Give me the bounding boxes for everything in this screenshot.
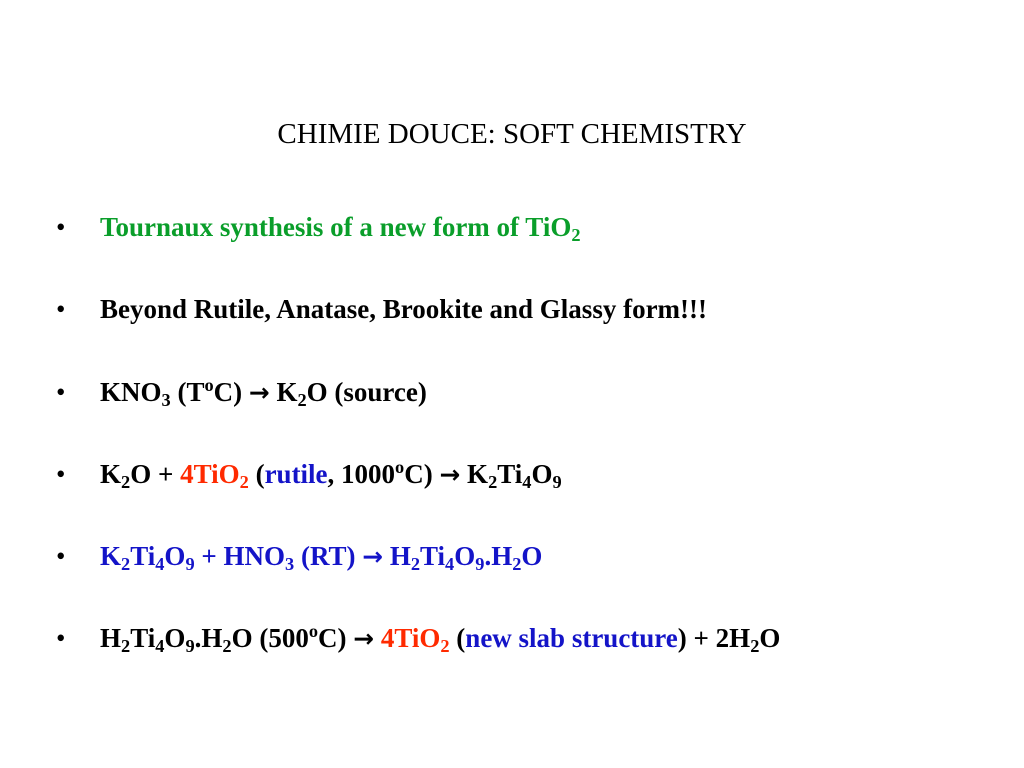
subscript-text: 2 (750, 636, 760, 657)
subscript-text: 9 (475, 554, 485, 575)
text-run: new slab structure (465, 623, 678, 653)
bullet-dot: • (56, 623, 66, 653)
text-run: rutile (264, 459, 328, 489)
bullet-item-acid-exchange (56, 534, 1016, 578)
supscript-text: o (395, 456, 405, 477)
subscript-text: 2 (239, 472, 249, 493)
text-run: O (521, 541, 543, 571)
text-run: H (383, 541, 411, 571)
subscript-text: 9 (552, 472, 562, 493)
subscript-text: 2 (488, 472, 498, 493)
subscript-text: 3 (285, 554, 295, 575)
subscript-text: 4 (445, 554, 455, 575)
reaction-arrow: → (439, 460, 461, 489)
text-run: C) (318, 623, 354, 653)
reaction-arrow: → (248, 378, 270, 407)
text-run: ( (248, 459, 265, 489)
subscript-text: 2 (297, 390, 307, 411)
bullet-text (100, 541, 543, 575)
bullet-text (100, 456, 562, 493)
text-run: Ti (497, 459, 523, 489)
subscript-text: 2 (571, 225, 581, 246)
text-run (374, 623, 381, 653)
reaction-arrow: → (362, 542, 384, 571)
bullet-item-k2ti4o9-formation (56, 452, 1016, 496)
text-run: Tournaux synthesis of a new form of TiO (100, 212, 572, 242)
subscript-text: 2 (121, 472, 131, 493)
text-run: (T (170, 377, 205, 407)
bullet-text (100, 374, 427, 411)
bullet-dot: • (56, 377, 66, 407)
text-run: K (269, 377, 298, 407)
bullet-item-kno3-decomposition (56, 370, 1016, 414)
supscript-text: o (308, 620, 319, 641)
text-run: + HNO (194, 541, 286, 571)
supscript-text: o (204, 374, 214, 395)
text-run: O (source) (306, 377, 427, 407)
text-run: O (164, 541, 186, 571)
text-run: C) (404, 459, 440, 489)
text-run: H (100, 623, 122, 653)
bullet-text (100, 294, 707, 324)
text-run: O + (130, 459, 181, 489)
text-run: Beyond Rutile, Anatase, Brookite and Glassy form!!! (100, 294, 708, 324)
text-run: Ti (420, 541, 446, 571)
text-run: K (100, 459, 122, 489)
text-run: 4TiO (180, 459, 240, 489)
subscript-text: 4 (155, 636, 165, 657)
bullet-dot: • (56, 212, 66, 242)
text-run: ) + 2H (677, 623, 751, 653)
text-run: KNO (100, 377, 162, 407)
subscript-text: 2 (222, 636, 232, 657)
subscript-text: 4 (522, 472, 532, 493)
bullet-text (100, 212, 581, 246)
subscript-text: 4 (155, 554, 165, 575)
bullet-item-beyond-rutile (56, 287, 1016, 331)
subscript-text: 2 (121, 636, 131, 657)
bullet-item-tournaux-synthesis (56, 205, 1016, 249)
text-run: O (500 (231, 623, 309, 653)
subscript-text: 2 (512, 554, 522, 575)
slide-title: CHIMIE DOUCE: SOFT CHEMISTRY (277, 118, 747, 150)
bullet-dot: • (56, 459, 66, 489)
text-run: K (100, 541, 122, 571)
text-run: (RT) (294, 541, 363, 571)
text-run: O (164, 623, 186, 653)
subscript-text: 2 (121, 554, 131, 575)
reaction-arrow: → (353, 624, 375, 653)
bullet-item-new-slab-structure (56, 616, 1016, 660)
text-run: , 1000 (327, 459, 396, 489)
bullet-dot: • (56, 294, 66, 324)
subscript-text: 9 (185, 636, 195, 657)
text-run: C) (213, 377, 249, 407)
text-run: .H (194, 623, 223, 653)
text-run: K (460, 459, 489, 489)
text-run: 4TiO (380, 623, 441, 653)
text-run: ( (449, 623, 466, 653)
text-run: Ti (130, 623, 156, 653)
subscript-text: 9 (185, 554, 195, 575)
text-run: O (454, 541, 476, 571)
text-run: O (531, 459, 553, 489)
text-run: O (759, 623, 781, 653)
subscript-text: 2 (410, 554, 421, 575)
subscript-text: 3 (161, 390, 171, 411)
bullet-dot: • (56, 541, 66, 571)
text-run: Ti (130, 541, 156, 571)
bullet-text (100, 620, 781, 657)
text-run: .H (484, 541, 513, 571)
subscript-text: 2 (440, 636, 450, 657)
